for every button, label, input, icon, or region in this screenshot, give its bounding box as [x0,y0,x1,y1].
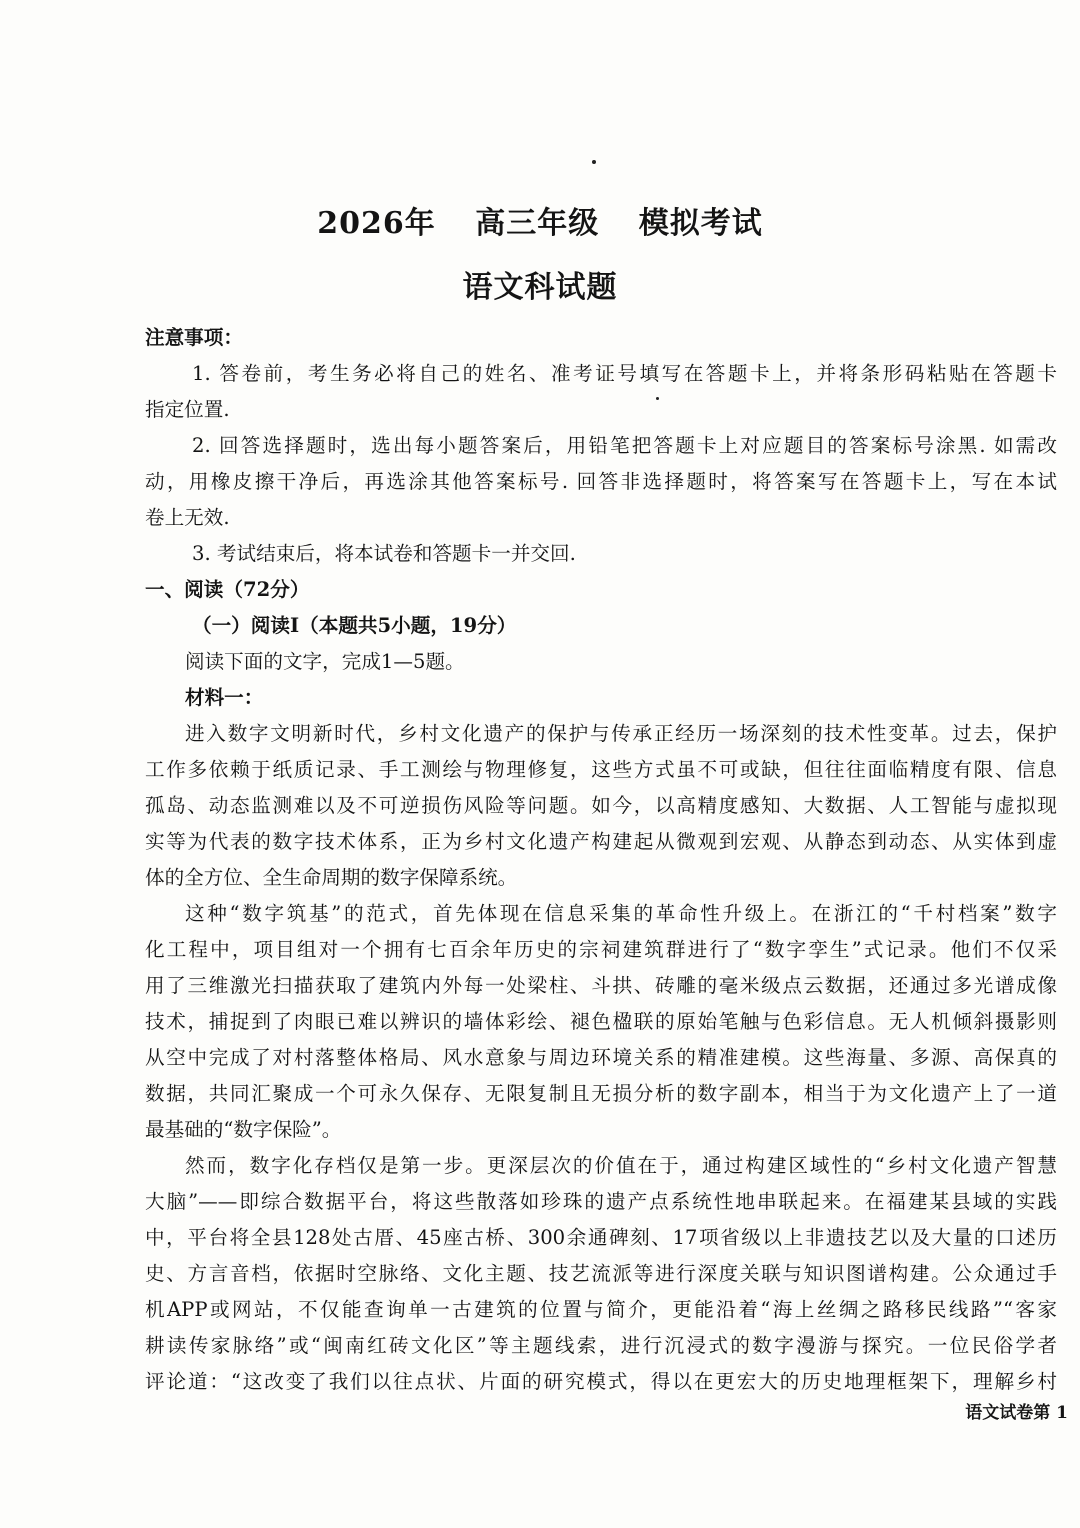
page-footer: 语文试卷第 1 [965,1403,1068,1423]
notice-line: 3. 考试结束后，将本试卷和答题卡一并交回. [192,542,576,565]
passage-line: 耕读传家脉络”或“闽南红砖文化区”等主题线索，进行沉浸式的数字漫游与探究。一位民俗学者 [145,1334,1057,1357]
passage-line: 工作多依赖于纸质记录、手工测绘与物理修复，这些方式虽不可或缺，但往往面临精度有限、信息 [145,758,1057,781]
material-label: 材料一： [185,686,264,709]
section-instruction: 阅读下面的文字，完成1—5题。 [185,650,465,673]
passage-line: 技术，捕捉到了肉眼已难以辨识的墙体彩绘、褪色楹联的原始笔触与色彩信息。无人机倾斜摄影则 [145,1010,1057,1033]
notice-line: 2. 回答选择题时，选出每小题答案后，用铅笔把答题卡上对应题目的答案标号涂黑. 如需改 [192,434,1057,457]
passage-line: 评论道：“这改变了我们以往点状、片面的研究模式，得以在更宏大的历史地理框架下，理解乡村 [145,1370,1057,1393]
passage-line: 数据，共同汇聚成一个可永久保存、无限复制且无损分析的数字副本，相当于为文化遗产上了一道 [145,1082,1057,1105]
passage-line: 实等为代表的数字技术体系，正为乡村文化遗产构建起从微观到宏观、从静态到动态、从实体到虚 [145,830,1057,853]
passage-line: 从空中完成了对村落整体格局、风水意象与周边环境关系的精准建模。这些海量、多源、高保真的 [145,1046,1057,1069]
passage-line: 进入数字文明新时代，乡村文化遗产的保护与传承正经历一场深刻的技术性变革。过去，保护 [185,722,1057,745]
notice-line: 1. 答卷前，考生务必将自己的姓名、准考证号填写在答题卡上，并将条形码粘贴在答题卡 [192,362,1057,385]
notice-line: 卷上无效. [145,506,230,529]
passage-line: 大脑”——即综合数据平台，将这些散落如珍珠的遗产点系统性地串联起来。在福建某县域的实践 [145,1190,1057,1213]
notice-heading: 注意事项： [145,326,243,349]
exam-title [0,198,1080,242]
scan-speck [592,160,596,164]
passage-line: 这种“数字筑基”的范式，首先体现在信息采集的革命性升级上。在浙江的“千村档案”数字 [185,902,1057,925]
title-exam: 模拟考试 [638,206,763,241]
notice-line: 动，用橡皮擦干净后，再选涂其他答案标号. 回答非选择题时，将答案写在答题卡上，写在本试 [145,470,1057,493]
passage-line: 孤岛、动态监测难以及不可逆损伤风险等问题。如今，以高精度感知、大数据、人工智能与虚拟现 [145,794,1057,817]
passage-line: 中，平台将全县128处古厝、45座古桥、300余通碑刻、17项省级以上非遗技艺以及大量的口述历 [145,1226,1057,1249]
exam-subtitle: 语文科试题 [462,270,618,305]
passage-line: 最基础的“数字保险”。 [145,1118,342,1141]
section-heading: 一、阅读（72分） [145,578,310,601]
passage-line: 用了三维激光扫描获取了建筑内外每一处梁柱、斗拱、砖雕的毫米级点云数据，还通过多光谱成像 [145,974,1057,997]
passage-line: 化工程中，项目组对一个拥有七百余年历史的宗祠建筑群进行了“数字孪生”式记录。他们不仅采 [145,938,1057,961]
section-subheading: （一）阅读Ⅰ（本题共5小题，19分） [192,614,517,637]
passage-line: 机APP或网站，不仅能查询单一古建筑的位置与简介，更能沿着“海上丝绸之路移民线路”“客家 [145,1298,1057,1321]
title-year: 2026年 [317,206,436,241]
passage-line: 然而，数字化存档仅是第一步。更深层次的价值在于，通过构建区域性的“乡村文化遗产智慧 [185,1154,1057,1177]
notice-line: 指定位置. [145,398,230,421]
exam-body [145,320,1057,1400]
passage-line: 史、方言音档，依据时空脉络、文化主题、技艺流派等进行深度关联与知识图谱构建。公众通过手 [145,1262,1057,1285]
passage-line: 体的全方位、全生命周期的数字保障系统。 [145,866,518,889]
title-grade: 高三年级 [475,206,600,241]
